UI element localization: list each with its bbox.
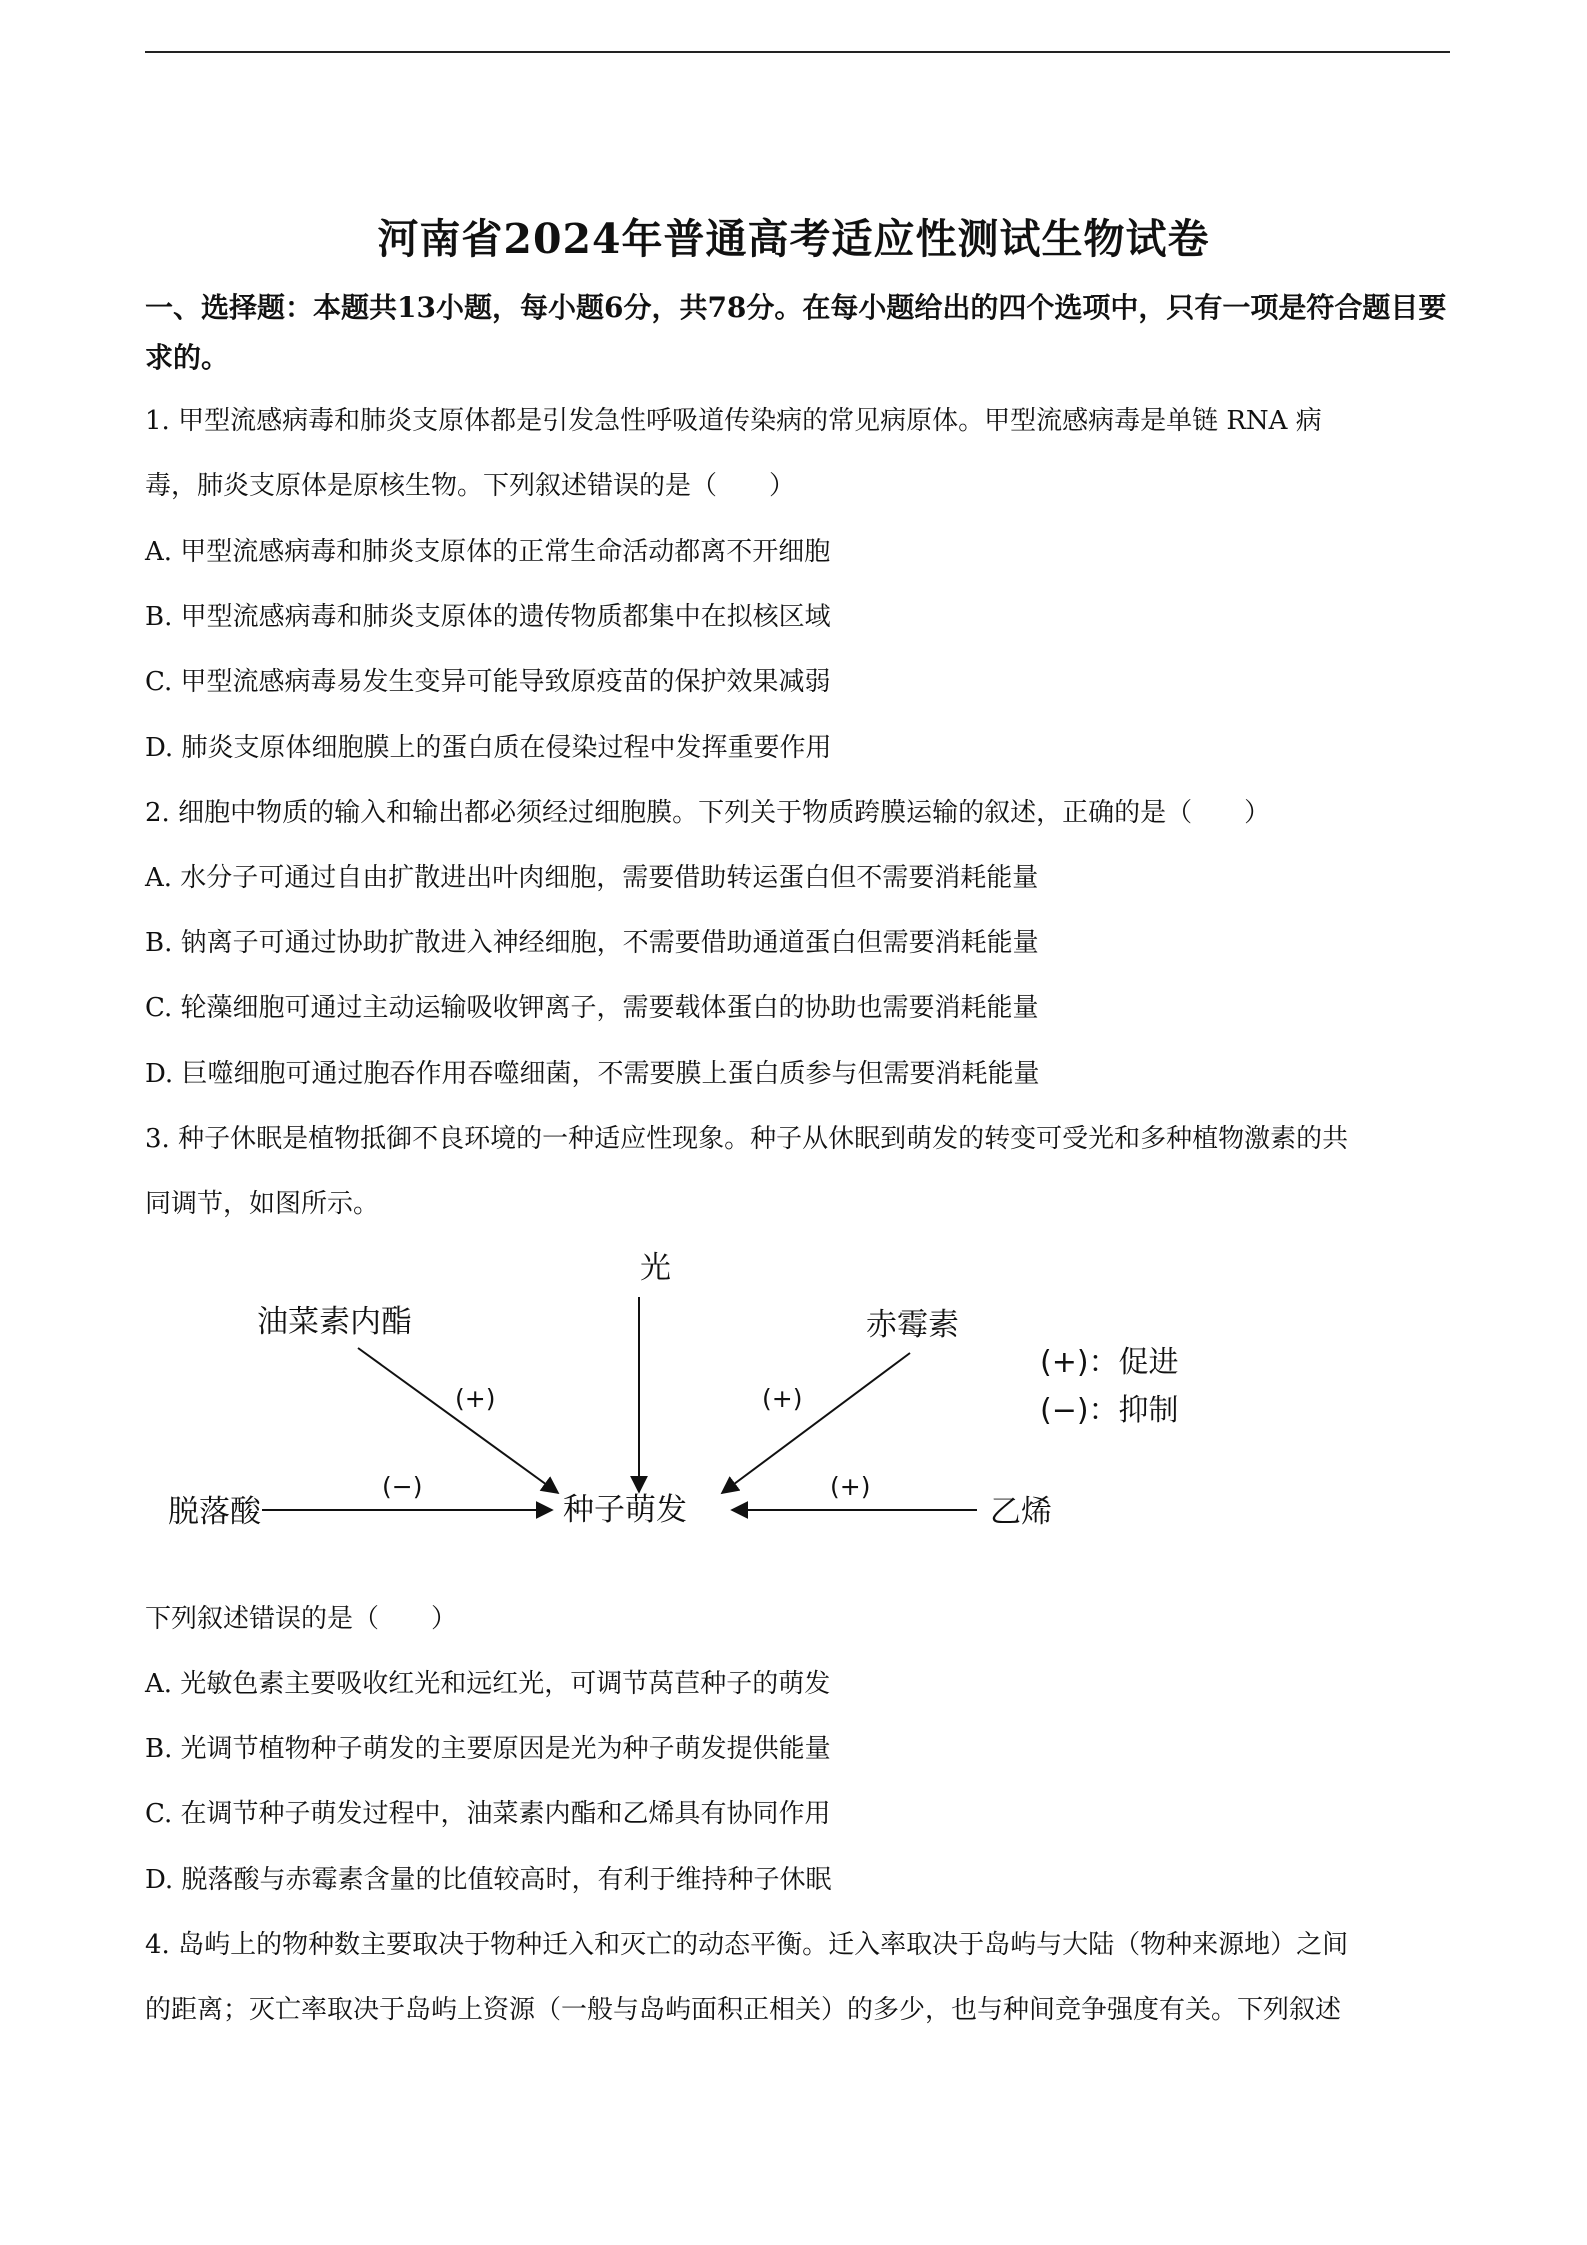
question-3-option-a: A. 光敏色素主要吸收红光和远红光，可调节莴苣种子的萌发 (145, 1669, 831, 1699)
question-2-option-a: A. 水分子可通过自由扩散进出叶肉细胞，需要借助转运蛋白但不需要消耗能量 (145, 863, 1039, 893)
header-rule (145, 51, 1450, 53)
question-3-option-b: B. 光调节植物种子萌发的主要原因是光为种子萌发提供能量 (145, 1734, 831, 1764)
abscisic-acid-label: 脱落酸 (168, 1494, 261, 1530)
brassinolide-label: 油菜素内酯 (257, 1304, 412, 1340)
question-1-option-b: B. 甲型流感病毒和肺炎支原体的遗传物质都集中在拟核区域 (145, 602, 831, 632)
section-heading: 一、选择题：本题共13小题，每小题6分，共78分。在每小题给出的四个选项中，只有一项是符合题目要求的。 (145, 291, 1447, 374)
gibberellin-label: 赤霉素 (866, 1307, 959, 1343)
legend-inhibit: (−)：抑制 (1040, 1393, 1179, 1428)
brassinolide-sign: (+) (455, 1384, 496, 1413)
question-3-prompt: 下列叙述错误的是（ ） (145, 1604, 458, 1634)
question-2-option-c: C. 轮藻细胞可通过主动运输吸收钾离子，需要载体蛋白的协助也需要消耗能量 (145, 993, 1039, 1023)
question-4-stem-cont: 的距离；灭亡率取决于岛屿上资源（一般与岛屿面积正相关）的多少，也与种间竞争强度有关。下列叙述 (145, 1995, 1342, 2025)
question-1-option-c: C. 甲型流感病毒易发生变异可能导致原疫苗的保护效果减弱 (145, 667, 831, 697)
page-title: 河南省2024年普通高考适应性测试生物试卷 (377, 215, 1210, 263)
question-3-option-c: C. 在调节种子萌发过程中，油菜素内酯和乙烯具有协同作用 (145, 1799, 831, 1829)
question-2-stem: 2. 细胞中物质的输入和输出都必须经过细胞膜。下列关于物质跨膜运输的叙述，正确的是（ ） (145, 798, 1271, 828)
gibberellin-arrow (722, 1353, 910, 1493)
question-2-option-b: B. 钠离子可通过协助扩散进入神经细胞，不需要借助通道蛋白但需要消耗能量 (145, 928, 1039, 958)
ethylene-label: 乙烯 (990, 1494, 1052, 1530)
question-3-stem: 3. 种子休眠是植物抵御不良环境的一种适应性现象。种子从休眠到萌发的转变可受光和多种植物激素的共 (145, 1124, 1349, 1154)
legend-promote: (+)：促进 (1040, 1345, 1179, 1380)
gibberellin-sign: (+) (762, 1384, 803, 1413)
seed-germination-diagram (160, 1245, 1240, 1565)
question-1-stem: 1. 甲型流感病毒和肺炎支原体都是引发急性呼吸道传染病的常见病原体。甲型流感病毒是单链 RNA 病 (145, 406, 1322, 436)
question-3-stem-cont: 同调节，如图所示。 (145, 1189, 380, 1219)
question-3-option-d: D. 脱落酸与赤霉素含量的比值较高时，有利于维持种子休眠 (145, 1865, 832, 1895)
ethylene-sign: (+) (830, 1472, 871, 1501)
question-1-stem-cont: 毒，肺炎支原体是原核生物。下列叙述错误的是（ ） (145, 471, 796, 501)
abscisic-acid-sign: (−) (382, 1472, 423, 1501)
light-label: 光 (640, 1250, 671, 1286)
question-1-option-d: D. 肺炎支原体细胞膜上的蛋白质在侵染过程中发挥重要作用 (145, 733, 832, 763)
question-4-stem: 4. 岛屿上的物种数主要取决于物种迁入和灭亡的动态平衡。迁入率取决于岛屿与大陆（物种来源地）之间 (145, 1930, 1349, 1960)
question-1-option-a: A. 甲型流感病毒和肺炎支原体的正常生命活动都离不开细胞 (145, 537, 831, 567)
question-2-option-d: D. 巨噬细胞可通过胞吞作用吞噬细菌，不需要膜上蛋白质参与但需要消耗能量 (145, 1059, 1040, 1089)
seed-germination-label: 种子萌发 (563, 1492, 687, 1528)
